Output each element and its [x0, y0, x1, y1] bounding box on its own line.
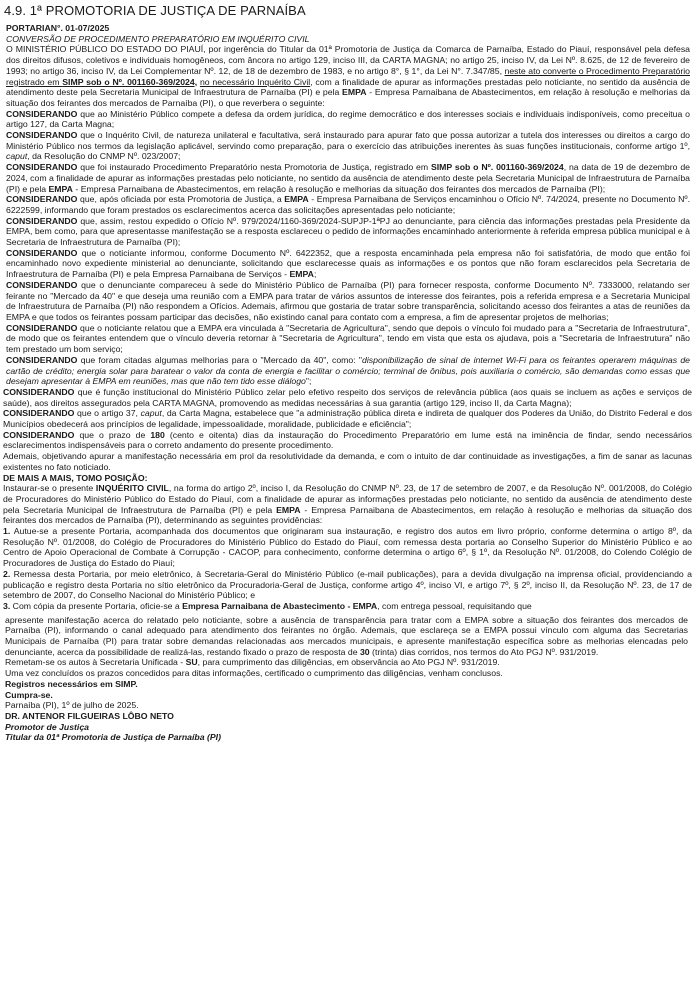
considerando-12: CONSIDERANDO que o prazo de 180 (cento e oitenta) dias da instauração do Procedimento Preparatório em lume está na iminência de findar, sendo necessários esclarecimentos indispensáveis para o correto andamento do presente procedimento.	[3, 429, 692, 451]
considerando-8: CONSIDERANDO que o noticiante relatou que a EMPA era vinculada à "Secretaria de Agricultura", sendo que depois o vínculo foi mudado para a "Secretaria de Infraestrutura", de modo que os feirantes entendem que o vínculo deveria retornar à "Secretaria de Agricultura", tendo em vista que esta os ajudava, pois a "Secretaria de Infraestrutura" não tem prestado um bom serviço;	[6, 322, 690, 355]
registros-line: Registros necessários em SIMP.	[5, 678, 138, 689]
considerando-7: CONSIDERANDO que o denunciante compareceu à sede do Ministério Público de Parnaíba (PI) para fornecer resposta, conforme Documento Nº. 7333000, relatando ser feirante no "Mercado da 40" e que deseja uma reunião com a EMPA para tratar de vários assuntos de interesse dos feirantes, pois a referida empresa e a Secretaria Municipal de Infraestrutura de Parnaíba (PI) não respondem a Ofícios. Ademais, afirmou que gostaria de tratar sobre transparência, solicitando acesso dos feirantes a atas de reuniões da EMPA e que todos os feirantes possam participar das decisões, não existindo canal para contato com a empresa, a fim de apresentar projetos de melhorias;	[6, 279, 690, 322]
de-mais-heading: DE MAIS A MAIS, TOMO POSIÇÃO:	[3, 472, 148, 483]
considerando-5: CONSIDERANDO que, assim, restou expedido o Ofício Nº. 979/2024/1160-369/2024-SUPJP-1ªPJ ao denunciante, para ciência das informações prestadas pela Presidente da EMPA, bem como, para que apresentasse manifestação se a resposta esclareceu o pedido de informações encaminhado anteriormente à referida empresa pública municipal e à Secretaria de Infraestrutura de Parnaíba (PI);	[6, 215, 690, 248]
cumpra-se-line: Cumpra-se.	[5, 689, 53, 700]
remessa-paragraph: Remetam-se os autos à Secretaria Unificada - SU, para cumprimento das diligências, em observância ao Ato PGJ Nº. 931/2019.	[5, 657, 500, 668]
signatory-role: Promotor de Justiça	[5, 721, 89, 732]
portaria-number: PORTARIAN°. 01-07/2025	[6, 23, 110, 33]
considerando-1: CONSIDERANDO que ao Ministério Público compete a defesa da ordem jurídica, do regime democrático e dos interesses sociais e individuais indisponíveis, como preceitua o artigo 127, da Carta Magna;	[6, 108, 690, 130]
considerando-2: CONSIDERANDO que o Inquérito Civil, de natureza unilateral e facultativa, será instaurado para apurar fato que possa autorizar a tutela dos interesses ou direitos a cargo do Ministério Público nos termos da legislação aplicável, servindo como preparação, para o exercício das atribuições inerentes às suas funções institucionais, conforme artigo 1º, caput, da Resolução do CNMP Nº. 023/2007;	[6, 130, 690, 162]
date-line: Parnaíba (PI), 1º de julho de 2025.	[5, 700, 139, 711]
requisition-paragraph: apresente manifestação acerca do relatado pelo noticiante, sobre a ausência de transparência para tratar com a EMPA sobre a situação dos feirantes dos mercados de Parnaíba (PI), informando o canal adequado para atendimento dos feirantes no órgão. Ademais, que esclareça se a EMPA possui vínculo com alguma das Secretarias Municipais de Parnaíba (PI) para tratar sobre demandas relacionadas aos mercados municipais, e apresente manifestação específica sobre as melhorias elencadas pelo denunciante, acerca da possibilidade de realizá-las, restando fixado o prazo de resposta de 30 (trinta) dias corridos, nos termos do Ato PGJ Nº. 931/2019.	[5, 614, 688, 657]
closing-block	[5, 615, 688, 743]
item-1: 1. Autue-se a presente Portaria, acompanhada dos documentos que originaram sua instauração, e registro dos autos em livro próprio, conforme determina o artigo 8º, da Resolução Nº. 01/2008, do Colégio de Procuradores do Ministério Público do Estado do Piauí, com remessa desta portaria ao Conselho Superior do Ministério Público e ao Centro de Apoio Operacional de Combate à Corrupção - CACOP, para conhecimento, conforme determina o artigo 6º, § 1º, da Resolução Nº. 01/2008, do Colendo Colégio de Procuradores de Justiça do Estado do Piauí;	[3, 526, 692, 569]
considerando-10: CONSIDERANDO que é função institucional do Ministério Público zelar pelo efetivo respeito dos serviços de relevância pública (aos quais se incluem as ações e serviços de saúde), aos direitos assegurados pela CARTA MAGNA, promovendo as medidas necessárias à sua garantia (artigo 129, inciso II, da Carta Magna);	[3, 386, 692, 408]
item-2: 2. Remessa desta Portaria, por meio eletrônico, à Secretaria-Geral do Ministério Público (e-mail publicações), para a devida divulgação na imprensa oficial, providenciando a publicação e registro desta Portaria no sítio eletrônico da Procuradoria-Geral de Justiça, conforme artigo 4º, inciso VI, e artigo 7º, § 2º, inciso II, da Resolução Nº. 23, de 17 de setembro de 2007, do Conselho Nacional do Ministério Público; e	[3, 568, 692, 601]
section-heading: 4.9. 1ª PROMOTORIA DE JUSTIÇA DE PARNAÍBA	[4, 3, 306, 18]
considerando-9: CONSIDERANDO que foram citadas algumas melhorias para o "Mercado da 40", como: "disponibilização de sinal de internet Wi-Fi para os feirantes operarem máquinas de cartão de crédito; energia solar para baratear o valor da conta de energia e facilitar o comércio; terminal de ônibus, pois auxiliaria o comércio, são demandas como essas que desejam apresentar à EMPA em reuniões, mas que não tem tido esse diálogo";	[6, 354, 691, 387]
instauracao-paragraph: Instaurar-se o presente INQUÉRITO CIVIL, na forma do artigo 2º, inciso I, da Resolução do CNMP Nº. 23, de 17 de setembro de 2007, e da Resolução Nº. 001/2008, do Colégio de Procuradores do Ministério Público do Estado do Piauí, com a finalidade de apurar as informações prestadas pelo noticiante, no sentido da ausência de atendimento deste pela Secretaria Municipal de Infraestrutura de Parnaíba (PI) e pela EMPA - Empresa Parnaibana de Abastecimentos, em relação à resolução e melhorias da situação dos feirantes dos mercados de Parnaíba (PI), determinando as seguintes providências:	[3, 483, 693, 526]
item-3: 3. Com cópia da presente Portaria, oficie-se a Empresa Parnaibana de Abastecimento - EMPA, com entrega pessoal, requisitando que	[3, 600, 532, 611]
signatory-office: Titular da 01ª Promotoria de Justiça de Parnaíba (PI)	[5, 732, 221, 743]
determinations-block	[3, 387, 692, 612]
portaria-intro: O MINISTÉRIO PÚBLICO DO ESTADO DO PIAUÍ, por ingerência do Titular da 01ª Promotoria de Justiça da Comarca de Parnaíba, Estado do Piauí, responsável pela defesa dos direitos difusos, coletivos e individuais homogêneos, com âncora no artigo 129, inciso III, da CARTA MAGNA; no artigo 25, inciso IV, da Lei Nº. 8.625, de 12 de fevereiro de 1993; no artigo 36, inciso IV, da Lei Complementar Nº. 12, de 18 de dezembro de 1983, e no artigo 8°, § 1°, da Lei N°. 7.347/85, neste ato converte o Procedimento Preparatório registrado em SIMP sob o Nº. 001160-369/2024, no necessário Inquérito Civil, com a finalidade de apurar as informações prestadas pelo noticiante, no sentido da ausência de atendimento deste pela Secretaria Municipal de Infraestrutura de Parnaíba (PI) e pela EMPA - Empresa Parnaibana de Abastecimentos, em relação à resolução e melhorias da situação dos feirantes dos mercados de Parnaíba (PI), o que reverbera o seguinte:	[6, 44, 690, 108]
ademais-paragraph: Ademais, objetivando apurar a manifestação necessária em prol da resolutividade da demanda, e com o intuito de dar continuidade as investigações, a fim de sanar as lacunas existentes no fato noticiado.	[3, 451, 692, 472]
considerando-3: CONSIDERANDO que foi instaurado Procedimento Preparatório nesta Promotoria de Justiça, registrado em SIMP sob o Nº. 001160-369/2024, na data de 19 de dezembro de 2024, com a finalidade de apurar as informações prestadas pelo noticiante, no sentido da ausência de atendimento deste pela Secretaria Municipal de Infraestrutura de Parnaíba (PI) e pela EMPA - Empresa Parnaibana de Abastecimentos, em relação à resolução e melhorias da situação dos feirantes dos mercados de Parnaíba (PI);	[6, 162, 690, 194]
conclusos-paragraph: Uma vez concluídos os prazos concedidos para ditas informações, certificado o cumprimento das diligências, venham conclusos.	[5, 668, 503, 679]
considerando-6: CONSIDERANDO que o noticiante informou, conforme Documento Nº. 6422352, que a resposta encaminhada pela empresa não foi satisfatória, de modo que então foi encaminhado novo expediente ministerial ao denunciante, solicitando que esclarecesse quais as informações e os pontos que não foram esclarecidos pela Secretaria de Infraestrutura de Parnaíba (PI) e pela Empresa Parnaibana de Serviços - EMPA;	[6, 247, 690, 280]
considerando-11: CONSIDERANDO que o artigo 37, caput, da Carta Magna, estabelece que "a administração pública direta e indireta de qualquer dos Poderes da União, do Distrito Federal e dos Municípios obedecerá aos princípios de legalidade, impessoalidade, moralidade, publicidade e eficiência";	[3, 408, 693, 430]
signatory-name: DR. ANTENOR FILGUEIRAS LÔBO NETO	[5, 711, 174, 721]
portaria-block	[6, 23, 690, 387]
portaria-subtitle: CONVERSÃO DE PROCEDIMENTO PREPARATÓRIO EM INQUÉRITO CIVIL	[6, 33, 310, 44]
considerando-4: CONSIDERANDO que, após oficiada por esta Promotoria de Justiça, a EMPA - Empresa Parnaibana de Serviços encaminhou o Ofício Nº. 74/2024, presente no Documento Nº. 6222599, informando que foram prestados os esclarecimentos acerca das solicitações apresentadas pelo noticiante;	[6, 194, 690, 215]
